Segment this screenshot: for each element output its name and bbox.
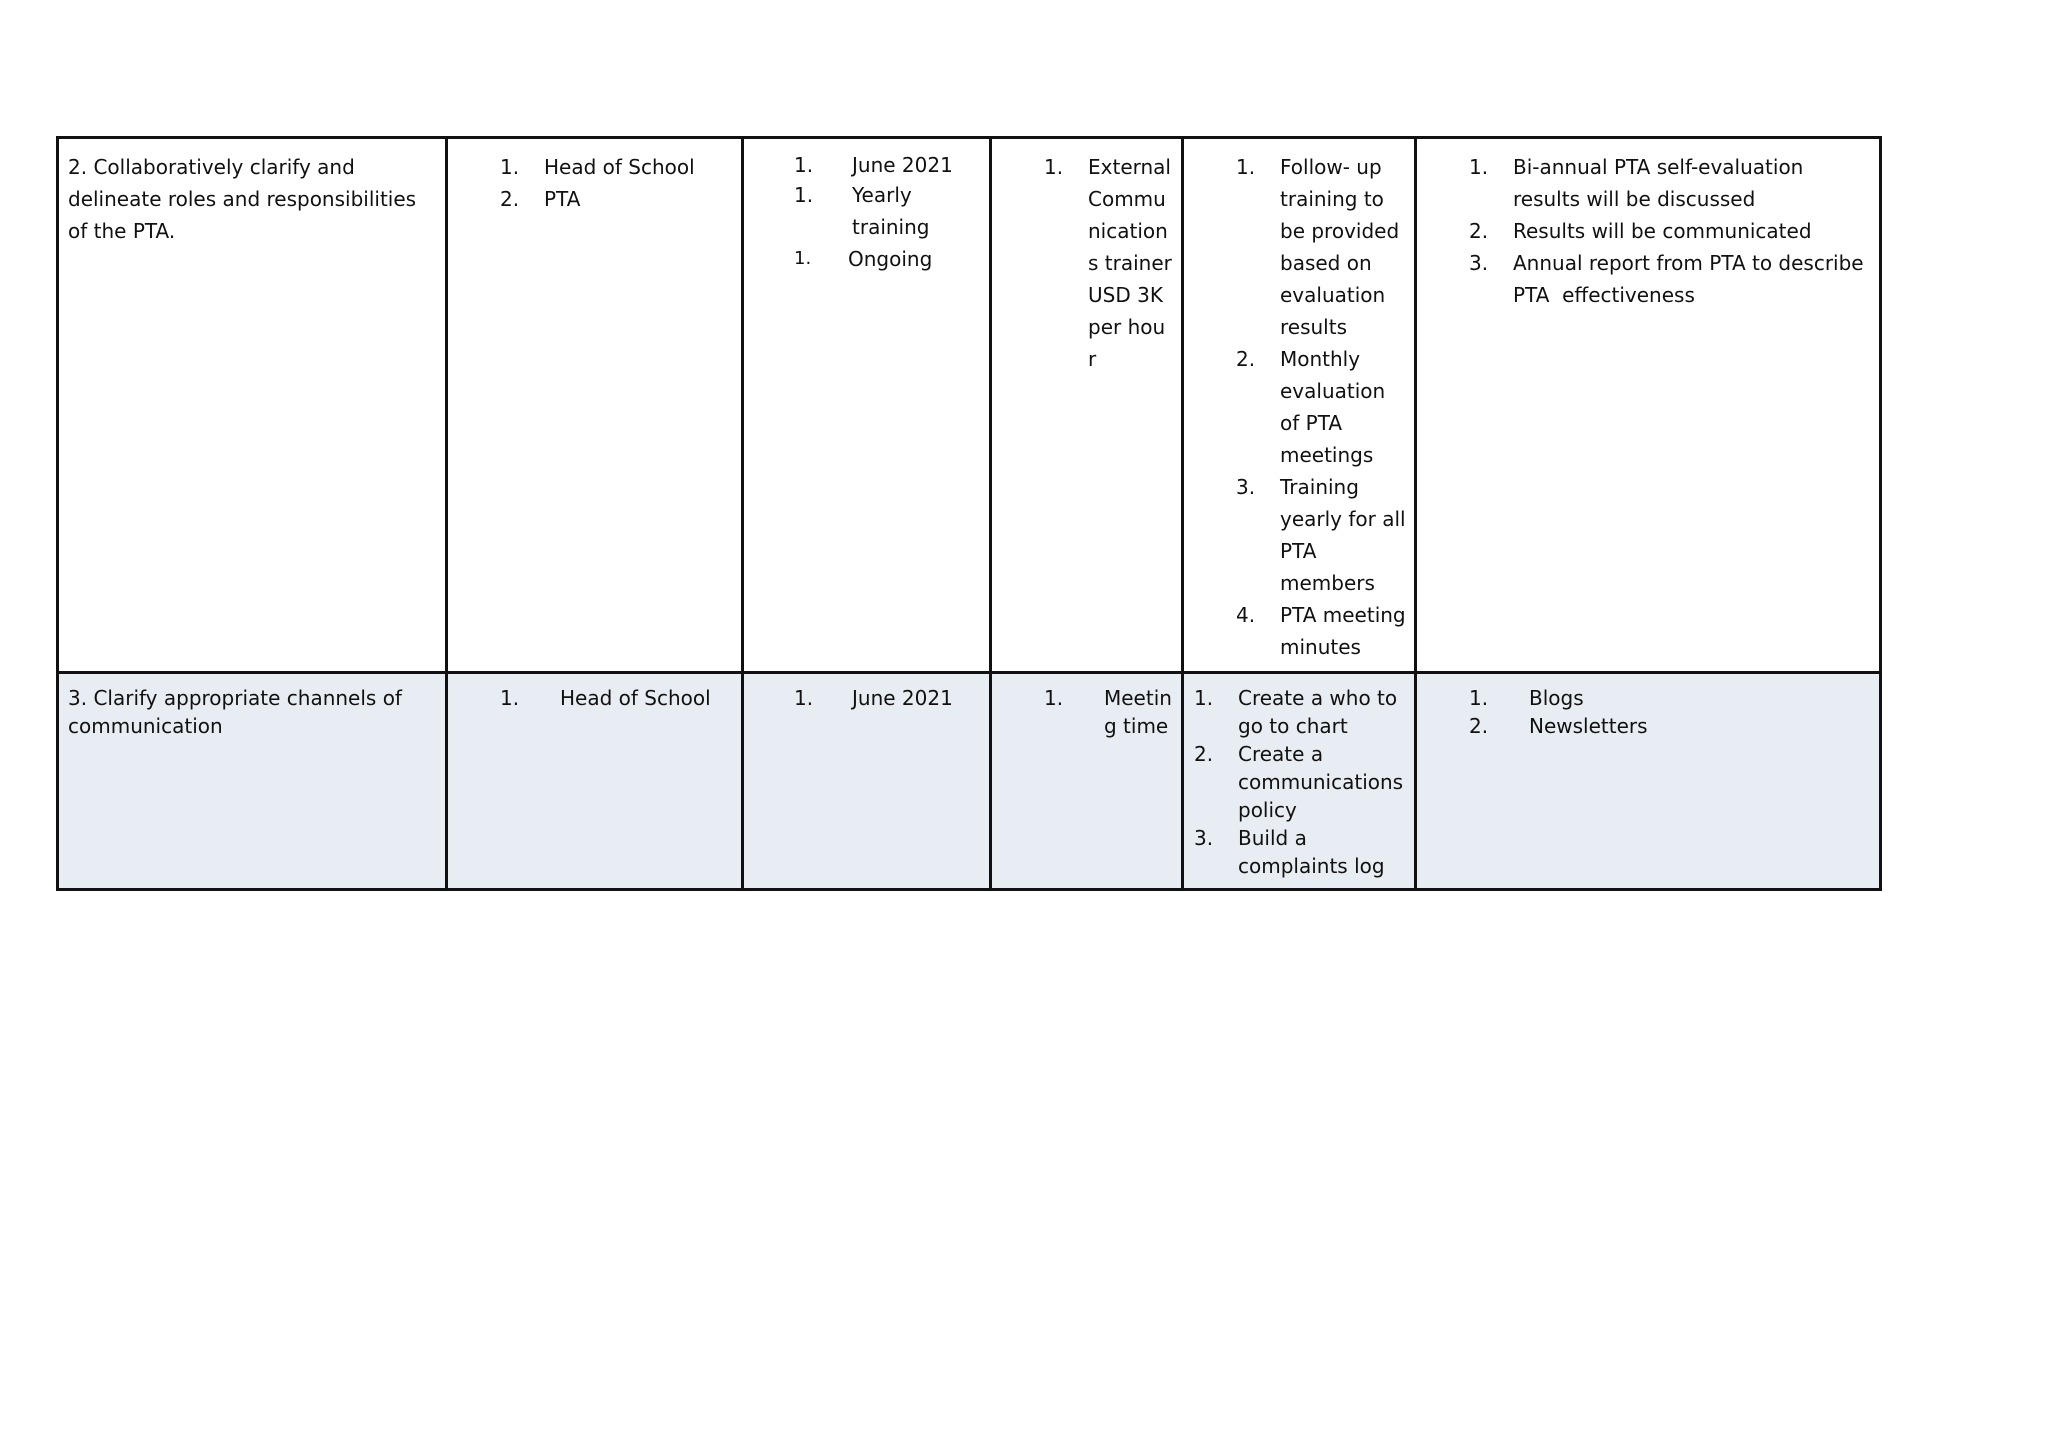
list-item: [752, 179, 981, 243]
list-text: Yearly training: [852, 183, 930, 239]
list-item: [1425, 712, 1871, 740]
list-text: Create a communications policy: [1238, 742, 1404, 822]
list-item: [1425, 247, 1871, 311]
list-number: 1.: [794, 153, 814, 177]
evidence-cell: [1416, 673, 1881, 890]
list-number: 2.: [500, 187, 520, 211]
list-text: PTA: [544, 187, 581, 211]
list-item: [1192, 740, 1406, 824]
list-item: [1192, 824, 1406, 880]
goal-text: 2. Collaboratively clarify and delineate roles and responsibilities of the PTA.: [68, 155, 417, 243]
list-number: 1.: [1044, 155, 1064, 179]
monitoring-cell: [1183, 138, 1416, 673]
goal-cell: [58, 138, 447, 673]
list-text: Create a who to go to chart: [1238, 686, 1398, 738]
list-item: [1000, 151, 1173, 375]
list-number: 3.: [1194, 826, 1214, 850]
list-number: 1.: [1469, 686, 1489, 710]
list-text: PTA meeting minutes: [1280, 603, 1406, 659]
timeline-list: [752, 684, 981, 712]
list-item: [752, 684, 981, 712]
timeline-list: [752, 151, 981, 275]
list-text: Training yearly for all PTA members: [1280, 475, 1406, 595]
list-item: [1425, 215, 1871, 247]
monitoring-list: [1192, 151, 1406, 663]
list-item: [1425, 151, 1871, 215]
responsible-cell: [447, 673, 743, 890]
list-number: 1.: [1236, 155, 1256, 179]
list-number: 1.: [500, 686, 520, 710]
table-row: [58, 138, 1881, 673]
table-row: [58, 673, 1881, 890]
resources-list: [1000, 684, 1173, 740]
list-text: Blogs: [1529, 686, 1584, 710]
list-number: 1.: [500, 155, 520, 179]
list-item: [456, 151, 733, 183]
list-item: [752, 243, 981, 275]
list-text: Build a complaints log: [1238, 826, 1385, 878]
list-number: 1.: [1194, 686, 1214, 710]
evidence-list: [1425, 684, 1871, 740]
list-item: [456, 684, 733, 712]
list-item: [1192, 151, 1406, 343]
list-item: [752, 151, 981, 179]
timeline-cell: [743, 673, 991, 890]
resources-cell: [991, 673, 1183, 890]
list-number: 1.: [1044, 686, 1064, 710]
list-number: 3.: [1236, 475, 1256, 499]
list-text: Head of School: [544, 155, 695, 179]
list-text: Monthly evaluation of PTA meetings: [1280, 347, 1386, 467]
timeline-cell: [743, 138, 991, 673]
list-number: 1.: [794, 686, 814, 710]
list-item: [1192, 599, 1406, 663]
evidence-cell: [1416, 138, 1881, 673]
resources-list: [1000, 151, 1173, 375]
list-number: 2.: [1194, 742, 1214, 766]
list-text: Newsletters: [1529, 714, 1648, 738]
action-plan-table: [56, 136, 1882, 891]
list-number: 1.: [794, 183, 814, 207]
list-text: June 2021: [852, 153, 953, 177]
monitoring-list: [1192, 684, 1406, 880]
list-text: Head of School: [560, 686, 711, 710]
responsible-cell: [447, 138, 743, 673]
list-number: 4.: [1236, 603, 1256, 627]
list-number: 2.: [1236, 347, 1256, 371]
list-text: Meeting time: [1104, 686, 1172, 738]
evidence-list: [1425, 151, 1871, 311]
list-item: [1000, 684, 1173, 740]
list-number: 3.: [1469, 251, 1489, 275]
list-number: 1.: [794, 248, 812, 269]
monitoring-cell: [1183, 673, 1416, 890]
list-item: [1425, 684, 1871, 712]
goal-cell: [58, 673, 447, 890]
list-number: 1.: [1469, 155, 1489, 179]
list-item: [1192, 684, 1406, 740]
list-item: [1192, 343, 1406, 471]
list-item: [456, 183, 733, 215]
list-text: Follow- up training to be provided based on evaluation results: [1280, 155, 1400, 339]
goal-text: 3. Clarify appropriate channels of communication: [68, 686, 402, 738]
list-text: Bi-annual PTA self-evaluation results will be discussed: [1513, 155, 1804, 211]
resources-cell: [991, 138, 1183, 673]
list-text: June 2021: [852, 686, 953, 710]
list-text: Results will be communicated: [1513, 219, 1812, 243]
list-number: 2.: [1469, 714, 1489, 738]
list-number: 2.: [1469, 219, 1489, 243]
list-text: Ongoing: [848, 247, 933, 271]
responsible-list: [456, 684, 733, 712]
responsible-list: [456, 151, 733, 215]
list-text: External Communications trainer USD 3K per hour: [1088, 155, 1172, 371]
list-item: [1192, 471, 1406, 599]
list-text: Annual report from PTA to describe PTA effectiveness: [1513, 251, 1870, 307]
